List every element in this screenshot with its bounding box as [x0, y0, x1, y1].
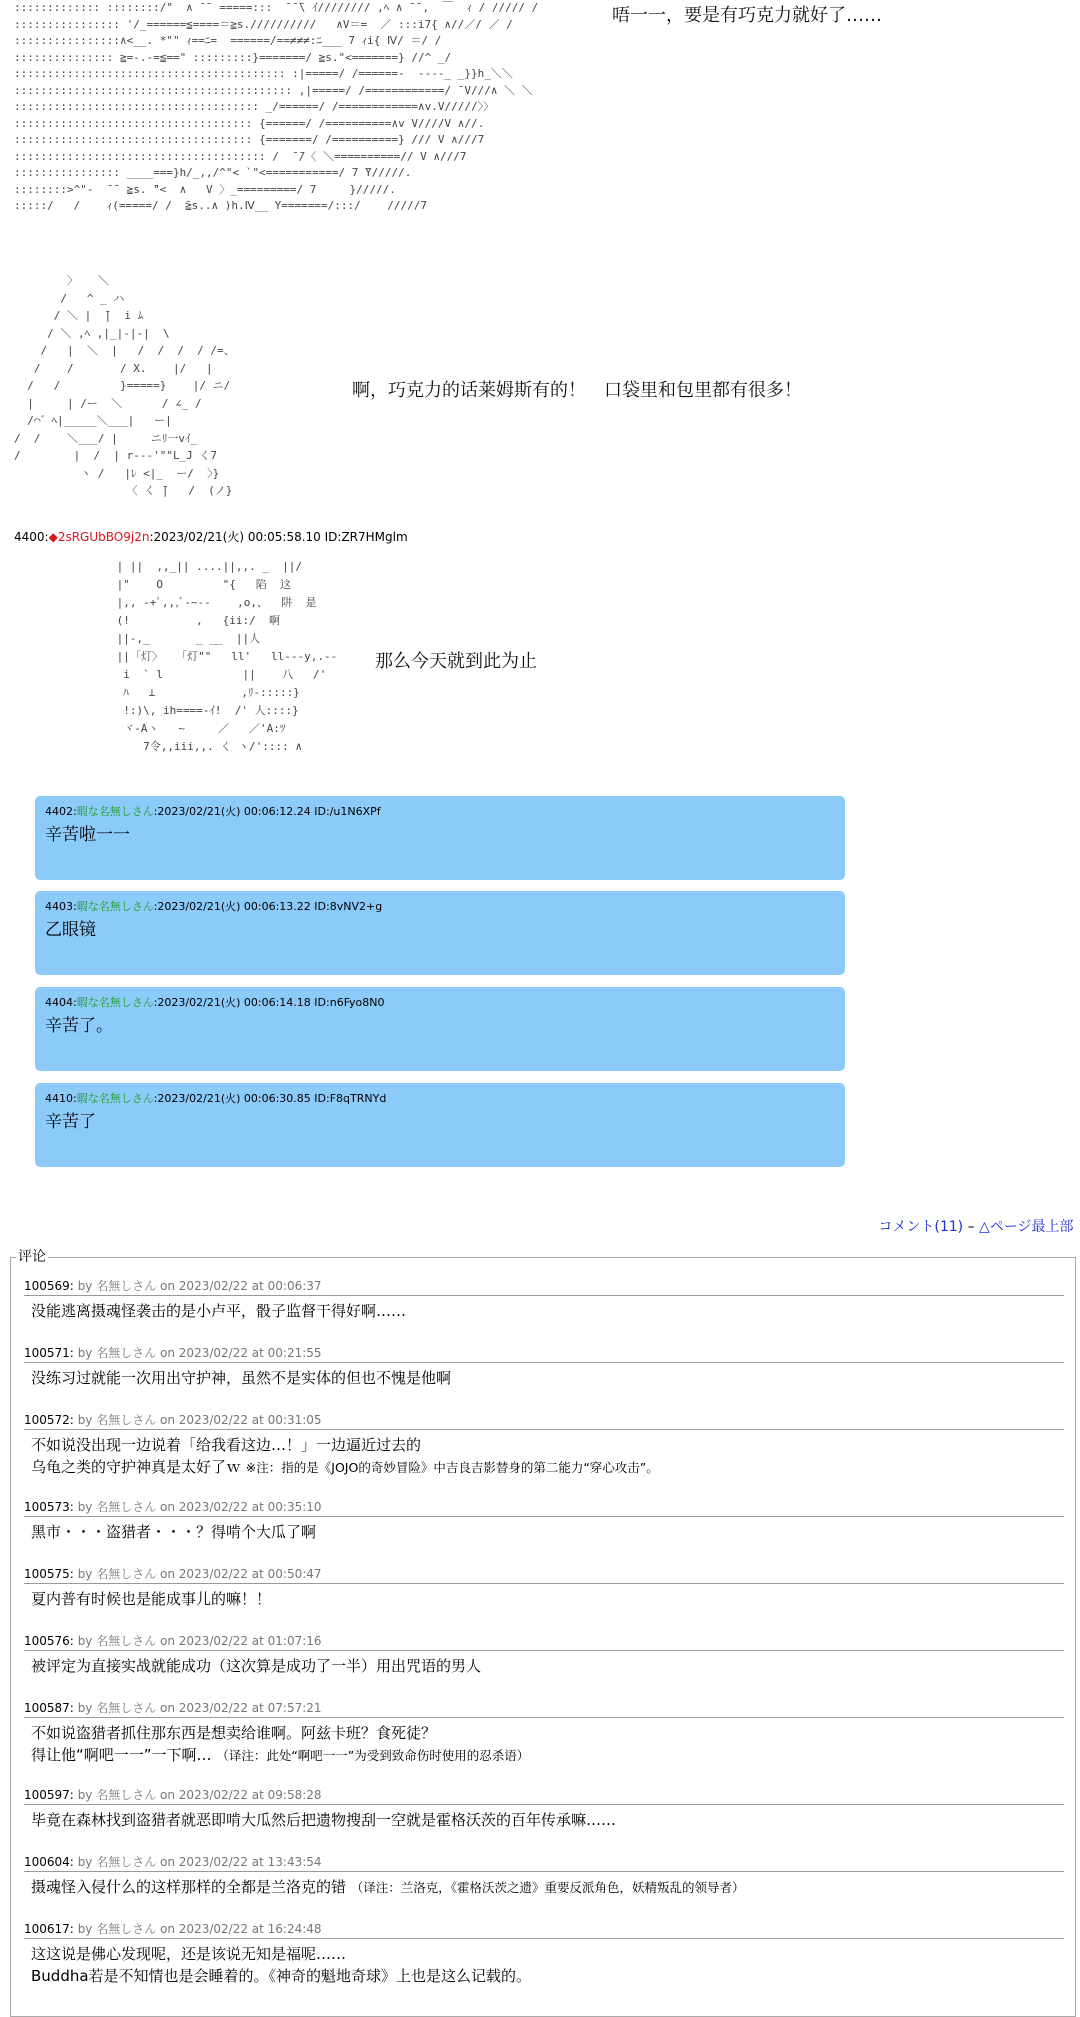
- reply-number: 4410: [45, 1092, 73, 1105]
- reply-meta: 4402:暇な名無しさん:2023/02/21(火) 00:06:12.24 ID:/u1N6XPf: [45, 805, 381, 818]
- nav-separator: –: [967, 1219, 975, 1235]
- comment-body: [24, 1718, 1064, 1767]
- reply-meta: 4404:暇な名無しさん:2023/02/21(火) 00:06:14.18 ID:n6Fyo8N0: [45, 996, 385, 1009]
- reply-bubble: [35, 891, 845, 975]
- comment-byline: by 名無しさん on 2023/02/22 at 00:50:47: [77, 1567, 322, 1581]
- comment-header: [24, 1854, 1064, 1872]
- comment-number: 100587:: [24, 1701, 74, 1715]
- dialog-line-2: 啊，巧克力的话莱姆斯有的！ 口袋里和包里都有很多！: [352, 380, 802, 401]
- reply-bubble: [35, 987, 845, 1071]
- post-number: 4400: [14, 530, 45, 544]
- comment-line: 不如说盗猎者抓住那东西是想卖给谁啊。阿兹卡班？食死徒？: [31, 1724, 437, 1742]
- comment-header: [24, 1278, 1064, 1296]
- reply-datetime: :2023/02/21(火) 00:06:12.24 ID:/u1N6XPf: [153, 805, 381, 818]
- comment-item: [24, 1566, 1064, 1610]
- reply-number: 4402: [45, 805, 73, 818]
- comment-byline: by 名無しさん on 2023/02/22 at 16:24:48: [77, 1922, 322, 1936]
- comment-item: [24, 1854, 1064, 1899]
- comment-number: 100573:: [24, 1500, 74, 1514]
- comment-line: Buddha若是不知情也是会睡着的。《神奇的魁地奇球》上也是这么记载的。: [31, 1967, 532, 1985]
- reply-text: 辛苦啦一一: [45, 825, 130, 845]
- comment-header: [24, 1345, 1064, 1363]
- comment-byline: by 名無しさん on 2023/02/22 at 00:31:05: [77, 1413, 322, 1427]
- comment-body: [24, 1363, 1064, 1389]
- comment-byline: by 名無しさん on 2023/02/22 at 00:35:10: [77, 1500, 322, 1514]
- comment-body: [24, 1872, 1064, 1899]
- comment-item: [24, 1345, 1064, 1389]
- comments-link[interactable]: コメント(11): [878, 1219, 964, 1235]
- comment-body: [24, 1651, 1064, 1677]
- reply-bubble: [35, 1083, 845, 1167]
- comment-line: 夏内普有时候也是能成事儿的嘛！！: [31, 1590, 272, 1608]
- reply-meta: 4403:暇な名無しさん:2023/02/21(火) 00:06:13.22 ID:8vNV2+g: [45, 900, 383, 913]
- reply-datetime: :2023/02/21(火) 00:06:30.85 ID:F8qTRNYd: [153, 1092, 387, 1105]
- ascii-art-remy: 〉 ＼ / ^ _ ハ / ＼ | ̄| i ﾑ / ＼ ,ﾍ ,|_|-|-| \ / | ＼ | / / / / /=、 / / / X. |/ | / / }=====} |/ ニ/ | | /ー ＼ / ∠_ / /⌒゛ﾍ|_____＼___| ー| / / ＼___/ | ニﾘ一vｲ_ / | / | r---'""L_J く7 ヽ / |ﾚ <|_ ー/ 〉} 〈 く ̄| / (ノ}: [14, 274, 235, 497]
- comment-byline: by 名無しさん on 2023/02/22 at 13:43:54: [77, 1855, 322, 1869]
- diamond-icon: ◆: [48, 530, 58, 544]
- comment-item: [24, 1700, 1064, 1767]
- comment-body: [24, 1805, 1064, 1831]
- comment-number: 100575:: [24, 1567, 74, 1581]
- reply-author: 暇な名無しさん: [76, 900, 154, 913]
- comment-note: （译注：兰洛克，《霍格沃茨之遗》重要反派角色，妖精叛乱的领导者）: [350, 1880, 745, 1895]
- reply-meta: 4410:暇な名無しさん:2023/02/21(火) 00:06:30.85 ID:F8qTRNYd: [45, 1092, 387, 1105]
- comment-header: [24, 1700, 1064, 1718]
- comment-item: [24, 1278, 1064, 1322]
- comment-body: [24, 1517, 1064, 1543]
- comment-body: [24, 1939, 1064, 1987]
- post-datetime: 2023/02/21(火) 00:05:58.10: [153, 530, 321, 544]
- comment-note: （译注：此处“啊吧一一”为受到致命伤时使用的忍杀语）: [216, 1748, 530, 1763]
- comment-body: [24, 1584, 1064, 1610]
- ascii-art-top: ::::::::::::: ::::::::/" ∧ ̄ ̄ =====::: ̄ ̄ ̄\ ｲ//////// ,ﾍ ∧ ̄ ̄ , ￣ ｨ / ///// / :::::::::::::::: '/_======≦====＝≧s.////////// ∧V＝= ／ :::i7{ ∧//／/ ／ / ::::::::::::::::∧<__. *"" ｨ==ﾆ= ======/==≠≠≠:ﾆ___ 7 ｨi{ Ⅳ/ ＝/ / ::::::::::::::: ≧=-.-=≦==" :::::::::}=======/ ≧s."<=======} //^ _/ ::::::::::::::::::::::::::::::::::::::::: :|=====/ /======- ----_ _}}h_＼＼ :::::::::::::::::::::::::::::::::::::::::: ,|=====/ /============/ ̄ V///∧ ＼ ＼ ::::::::::::::::::::::::::::::::::::: _/======/ /============∧v.V/////〉〉 :::::::::::::::::::::::::::::::::::: {======/ /==========∧v V////V ∧//. :::::::::::::::::::::::::::::::::::: {=======/ /==========} /// V ∧///7 :::::::::::::::::::::::::::::::::::::: / ̄ ̄/〈 ＼==========// V ∧///7 :::::::::::::::: ____===}h/_,,/^"< `"<===========/ 7 ̄Y/////. ::::::::>^"‐ ̄ ̄ ≧s. ̄"< ∧ V 〉_=========/ 7 }/////. :::::/ / ｨ(=====/ / ̄≧s..∧ )h.Ⅳ__ Y=======/:::/ /////7: [14, 1, 539, 212]
- reply-text: 辛苦了。: [45, 1016, 113, 1036]
- comment-body: [24, 1430, 1064, 1479]
- reply-datetime: :2023/02/21(火) 00:06:13.22 ID:8vNV2+g: [153, 900, 383, 913]
- ascii-art-ending: | || ,,_|| ....||,,. _ ||/ |" O "{ 陷 这 |,, -+ﾟ,,,ﾞ-~-- ,o,、 阱 是 (! , {ii:/ 啊 ||-,_ _ __ ||人 ||「灯〉 「灯"" ll' ll---y,.-- i ` l || 八 /' ﾊ ⊥ ,ﾘ-:::::} !:)\, ih====-ｲ! /' 人::::} ヾ-Aヽ ~ ／ ／'A:ﾂ 7令,,iii,,. く ヽ/':::: ∧: [116, 560, 338, 753]
- comment-header: [24, 1921, 1064, 1939]
- comment-byline: by 名無しさん on 2023/02/22 at 07:57:21: [77, 1701, 322, 1715]
- comment-line: 没能逃离摄魂怪袭击的是小卢平，骰子监督干得好啊……: [31, 1302, 407, 1320]
- reply-author: 暇な名無しさん: [76, 1092, 154, 1105]
- comments-title: 评论: [16, 1246, 48, 1266]
- comment-byline: by 名無しさん on 2023/02/22 at 00:21:55: [77, 1346, 322, 1360]
- comment-body: [24, 1296, 1064, 1322]
- comment-line: 摄魂怪入侵什么的这样那样的全都是兰洛克的错 （译注：兰洛克，《霍格沃茨之遗》重要反派角色，妖精叛乱的领导者）: [31, 1878, 745, 1896]
- comment-byline: by 名無しさん on 2023/02/22 at 01:07:16: [77, 1634, 322, 1648]
- comment-line: 黑市・・・盗猎者・・・？得啃个大瓜了啊: [31, 1523, 317, 1541]
- post-trip: 2sRGUbBO9j2n: [57, 530, 150, 544]
- comment-item: [24, 1921, 1064, 1987]
- comment-line: 被评定为直接实战就能成功（这次算是成功了一半）用出咒语的男人: [31, 1657, 482, 1675]
- reply-author: 暇な名無しさん: [76, 996, 154, 1009]
- reply-author: 暇な名無しさん: [76, 805, 154, 818]
- comment-line: 没练习过就能一次用出守护神，虽然不是实体的但也不愧是他啊: [31, 1369, 452, 1387]
- comment-header: [24, 1633, 1064, 1651]
- comment-header: [24, 1499, 1064, 1517]
- page-nav: [0, 1216, 1080, 1236]
- comment-byline: by 名無しさん on 2023/02/22 at 00:06:37: [77, 1279, 322, 1293]
- comment-line: 毕竟在森林找到盗猎者就恶即啃大瓜然后把遗物搜刮一空就是霍格沃茨的百年传承嘛……: [31, 1811, 617, 1829]
- comment-note: ※注：指的是《JOJO的奇妙冒险》中吉良吉影替身的第二能力“穿心攻击”。: [245, 1460, 659, 1475]
- page-top-link[interactable]: △ページ最上部: [979, 1219, 1074, 1235]
- reply-number: 4404: [45, 996, 73, 1009]
- comment-number: 100571:: [24, 1346, 74, 1360]
- comment-header: [24, 1566, 1064, 1584]
- comment-byline: by 名無しさん on 2023/02/22 at 09:58:28: [77, 1788, 322, 1802]
- comment-number: 100617:: [24, 1922, 74, 1936]
- comment-line: 这这说是佛心发现呢，还是该说无知是福呢……: [31, 1945, 347, 1963]
- post-header: 4400:◆2sRGUbBO9j2n:2023/02/21(火) 00:05:58.10 ID:ZR7HMglm: [14, 530, 408, 544]
- comment-item: [24, 1412, 1064, 1479]
- comment-line: 得让他“啊吧一一”一下啊… （译注：此处“啊吧一一”为受到致命伤时使用的忍杀语）: [31, 1746, 530, 1764]
- comment-number: 100597:: [24, 1788, 74, 1802]
- comment-number: 100572:: [24, 1413, 74, 1427]
- comment-header: [24, 1787, 1064, 1805]
- reply-datetime: :2023/02/21(火) 00:06:14.18 ID:n6Fyo8N0: [153, 996, 385, 1009]
- comment-item: [24, 1633, 1064, 1677]
- comment-item: [24, 1787, 1064, 1831]
- reply-text: 乙眼镜: [45, 920, 96, 940]
- comment-header: [24, 1412, 1064, 1430]
- comment-number: 100569:: [24, 1279, 74, 1293]
- comment-number: 100576:: [24, 1634, 74, 1648]
- reply-number: 4403: [45, 900, 73, 913]
- comment-number: 100604:: [24, 1855, 74, 1869]
- dialog-line-3: 那么今天就到此为止: [375, 651, 537, 672]
- post-id: ID:ZR7HMglm: [324, 530, 408, 544]
- comment-item: [24, 1499, 1064, 1543]
- comment-line: 不如说没出现一边说着「给我看这边…！」一边逼近过去的: [31, 1436, 422, 1454]
- reply-bubble: [35, 796, 845, 880]
- dialog-line-1: 唔一一，要是有巧克力就好了……: [612, 5, 882, 26]
- reply-text: 辛苦了: [45, 1112, 96, 1132]
- comment-line: 乌龟之类的守护神真是太好了ｗ ※注：指的是《JOJO的奇妙冒险》中吉良吉影替身的第二能力“穿心攻击”。: [31, 1458, 659, 1476]
